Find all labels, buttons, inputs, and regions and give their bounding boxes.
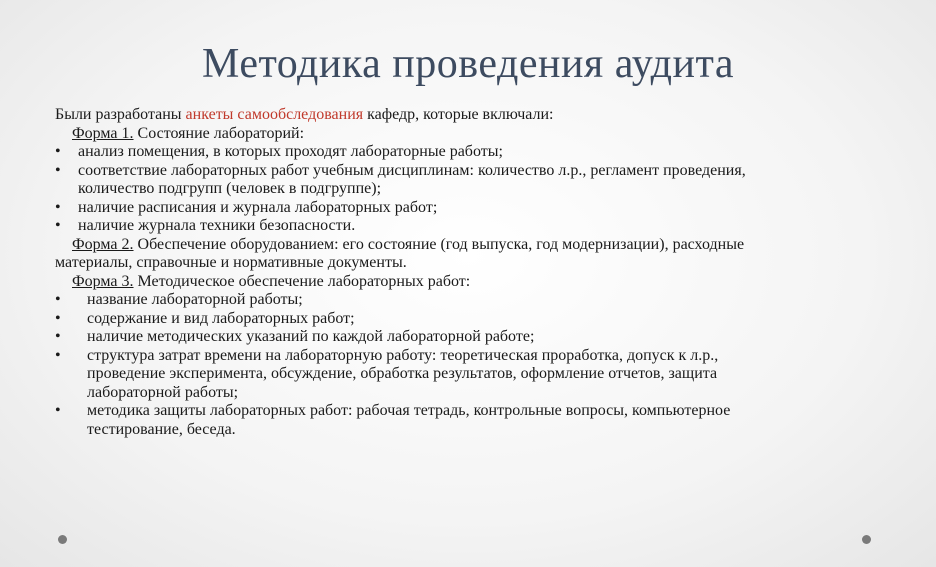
form-2-title: Обеспечение оборудованием: его состояние (год выпуска, год модернизации), расходные xyxy=(133,235,745,253)
slide-body xyxy=(55,106,891,439)
intro-text-end: кафедр, которые включали: xyxy=(363,106,554,123)
list-item-text: название лабораторной работы; xyxy=(87,291,303,308)
form-3-label: Форма 3. xyxy=(72,272,134,290)
corner-dot-left xyxy=(58,535,67,544)
corner-dot-right xyxy=(862,535,871,544)
list-item-text: наличие расписания и журнала лабораторных работ; xyxy=(78,198,438,216)
form-1-label: Форма 1. xyxy=(72,124,134,142)
form-1-title: Состояние лабораторий: xyxy=(133,124,305,142)
list-item xyxy=(55,143,891,162)
list-item-continuation: количество подгрупп (человек в подгруппе); xyxy=(78,180,382,197)
intro-line xyxy=(55,106,891,125)
bullet-icon: • xyxy=(55,328,61,345)
form-2-heading xyxy=(55,236,891,255)
list-item xyxy=(55,291,891,310)
bullet-icon: • xyxy=(55,402,61,419)
bullet-icon: • xyxy=(55,346,61,364)
list-item-text: анализ помещения, в которых проходят лабораторные работы; xyxy=(78,143,503,160)
list-item-continuation: проведение эксперимента, обсуждение, обработка результатов, оформление отчетов, защита xyxy=(87,365,718,382)
list-item xyxy=(55,328,891,347)
slide-title: Методика проведения аудита xyxy=(202,41,734,87)
list-item xyxy=(55,402,891,421)
list-item-text: методика защиты лабораторных работ: рабочая тетрадь, контрольные вопросы, компьютерное xyxy=(87,402,731,419)
list-item xyxy=(55,347,891,366)
intro-highlight: анкеты самообследования xyxy=(185,106,364,123)
list-item xyxy=(55,199,891,218)
intro-text: Были разработаны xyxy=(55,106,186,123)
form-2-label: Форма 2. xyxy=(72,235,134,253)
form-3-heading xyxy=(55,273,891,292)
form-1-heading xyxy=(55,125,891,144)
list-item-text: наличие журнала техники безопасности. xyxy=(78,217,356,234)
bullet-icon: • xyxy=(55,291,61,308)
list-item-text: структура затрат времени на лабораторную работу: теоретическая проработка, допуск к л.р., xyxy=(87,346,719,364)
list-item-text: содержание и вид лабораторных работ; xyxy=(87,309,355,327)
bullet-icon: • xyxy=(55,161,61,179)
list-item xyxy=(55,162,891,181)
list-item-text: наличие методических указаний по каждой лабораторной работе; xyxy=(87,328,535,345)
form-3-title: Методическое обеспечение лабораторных работ: xyxy=(133,272,471,290)
list-item-text: соответствие лабораторных работ учебным дисциплинам: количество л.р., регламент проведения, xyxy=(78,161,746,179)
list-item xyxy=(55,310,891,329)
bullet-icon: • xyxy=(55,198,61,216)
bullet-icon: • xyxy=(55,309,61,327)
bullet-icon: • xyxy=(55,217,61,234)
list-item-continuation: лабораторной работы; xyxy=(87,383,239,401)
list-item-continuation: тестирование, беседа. xyxy=(87,420,236,438)
form-2-continuation: материалы, справочные и нормативные документы. xyxy=(55,254,407,271)
bullet-icon: • xyxy=(55,143,61,160)
list-item xyxy=(55,217,891,236)
